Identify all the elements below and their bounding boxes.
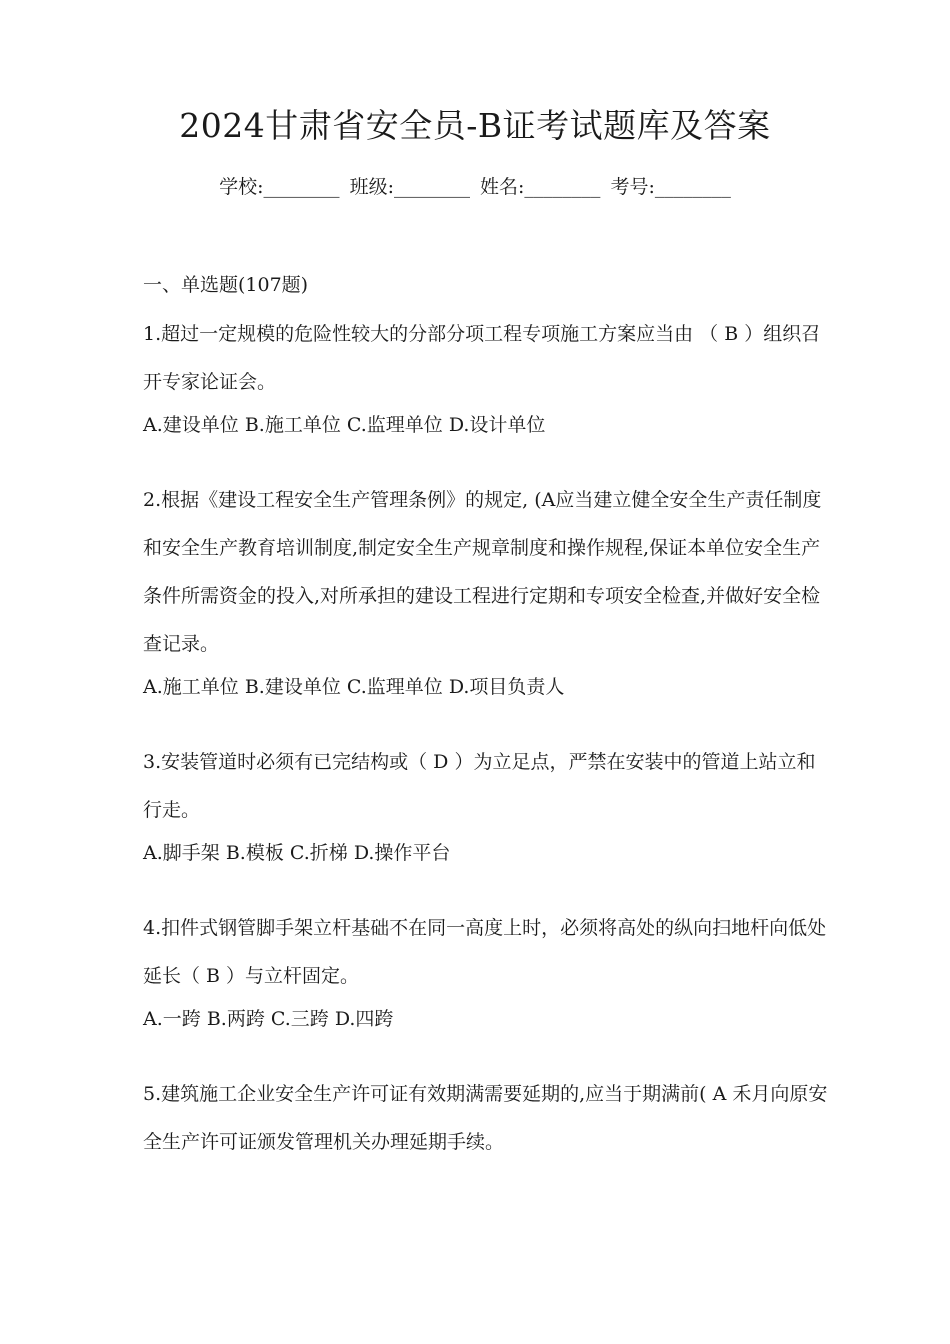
- exam-content: [143, 268, 833, 1200]
- option-b: B.施工单位: [244, 414, 341, 436]
- option-c: C.三跨: [270, 1008, 329, 1030]
- question-options: [143, 670, 833, 704]
- option-d: D.操作平台: [353, 842, 451, 864]
- question-2: [143, 476, 833, 704]
- exam-number-field: 考号:________: [610, 176, 731, 198]
- question-5: [143, 1070, 833, 1166]
- question-text: 2.根据《建设工程安全生产管理条例》的规定, (A应当建立健全安全生产责任制度和安全生产教育培训制度,制定安全生产规章制度和操作规程,保证本单位安全生产条件所需资金的投入,对所承担的建设工程进行定期和专项安全检查,并做好安全检查记录。: [143, 489, 822, 655]
- option-a: A.脚手架: [143, 842, 220, 864]
- school-field: 学校:________: [219, 176, 340, 198]
- option-d: D.项目负责人: [448, 676, 565, 698]
- option-a: A.施工单位: [143, 676, 239, 698]
- page-title: 2024甘肃省安全员-B证考试题库及答案: [179, 106, 771, 145]
- option-a: A.一跨: [143, 1008, 201, 1030]
- section-heading: 一、单选题(107题): [143, 274, 309, 296]
- question-1: [143, 310, 833, 442]
- option-c: C.监理单位: [346, 676, 443, 698]
- question-text: 1.超过一定规模的危险性较大的分部分项工程专项施工方案应当由 （ B ）组织召开专家论证会。: [143, 323, 821, 393]
- option-b: B.模板: [225, 842, 284, 864]
- question-options: [143, 408, 833, 442]
- option-d: D.四跨: [334, 1008, 394, 1030]
- option-a: A.建设单位: [143, 414, 239, 436]
- option-d: D.设计单位: [448, 414, 546, 436]
- question-options: [143, 836, 833, 870]
- class-field: 班级:________: [349, 176, 470, 198]
- student-info-row: [0, 170, 950, 204]
- name-field: 姓名:________: [480, 176, 601, 198]
- option-b: B.建设单位: [244, 676, 341, 698]
- question-3: [143, 738, 833, 870]
- question-options: [143, 1002, 833, 1036]
- option-b: B.两跨: [206, 1008, 265, 1030]
- question-text: 3.安装管道时必须有已完结构或（ D ）为立足点，严禁在安装中的管道上站立和行走。: [143, 751, 816, 821]
- question-4: [143, 904, 833, 1036]
- question-text: 5.建筑施工企业安全生产许可证有效期满需要延期的,应当于期满前( A 禾月向原安全生产许可证颁发管理机关办理延期手续。: [143, 1083, 828, 1153]
- question-text: 4.扣件式钢管脚手架立杆基础不在同一高度上时，必须将高处的纵向扫地杆向低处延长（ B ）与立杆固定。: [143, 917, 827, 987]
- option-c: C.折梯: [289, 842, 348, 864]
- option-c: C.监理单位: [346, 414, 443, 436]
